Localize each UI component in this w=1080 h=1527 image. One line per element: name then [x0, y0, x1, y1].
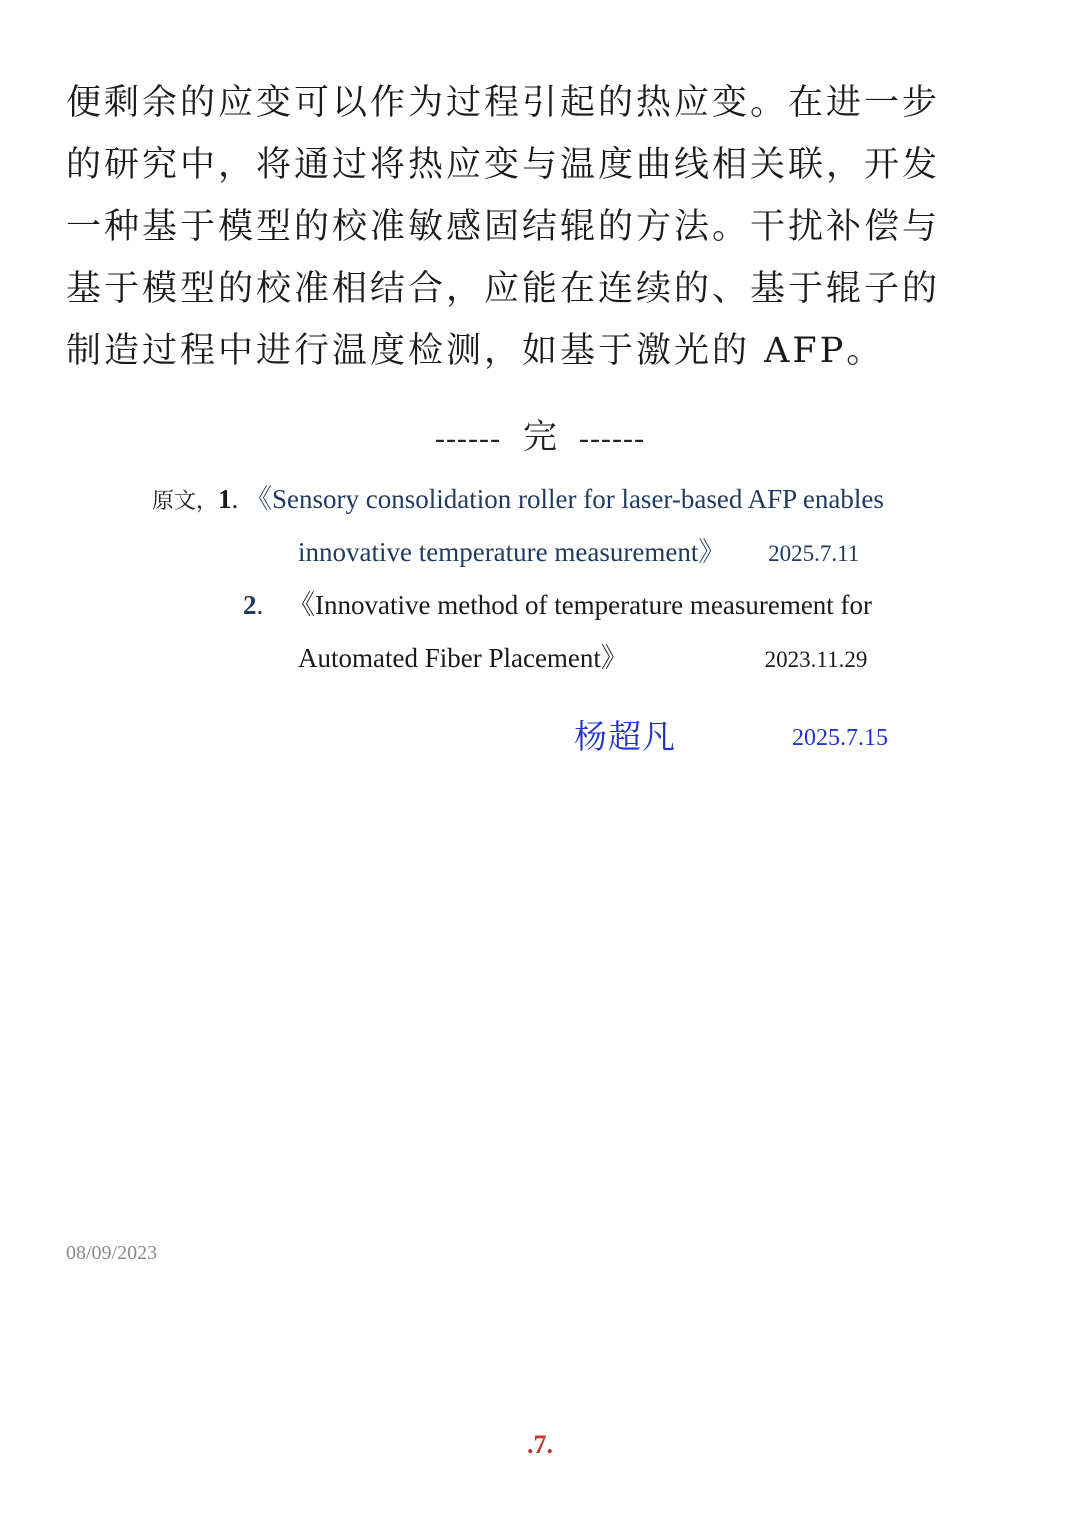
body-line-4: 基于模型的校准相结合，应能在连续的、基于辊子的	[66, 269, 941, 309]
reference-1-line-2	[298, 532, 859, 574]
reference-1-title-line-2[interactable]: innovative temperature measurement》	[298, 537, 726, 567]
page-number: .7.	[527, 1430, 553, 1459]
article-body	[66, 72, 996, 382]
footer-date: 08/09/2023	[66, 1242, 158, 1264]
reference-2-title-line-1[interactable]: 《Innovative method of temperature measurement for	[288, 590, 873, 620]
signature-date: 2025.7.15	[792, 725, 888, 751]
reference-1-number: 1	[218, 484, 232, 514]
reference-2-number: 2	[243, 590, 257, 620]
end-right-dash: ------	[579, 422, 645, 455]
reference-1-line-1	[152, 479, 884, 522]
reference-2-line-2	[298, 638, 867, 680]
body-line-1: 便剩余的应变可以作为过程引起的热应变。在进一步	[66, 83, 941, 123]
reference-1-date: 2025.7.11	[768, 541, 860, 566]
body-line-5: 制造过程中进行温度检测，如基于激光的 AFP。	[66, 331, 885, 371]
reference-1-title-line-1[interactable]: 《Sensory consolidation roller for laser-based AFP enables	[245, 484, 884, 514]
reference-1-sep: .	[231, 484, 239, 514]
reference-2-date: 2023.11.29	[764, 647, 868, 672]
end-mark	[0, 412, 1080, 464]
reference-2-sep: .	[256, 590, 264, 620]
reference-2-title-line-2[interactable]: Automated Fiber Placement》	[298, 643, 628, 673]
reference-prefix: 原文，	[152, 489, 219, 514]
body-line-2: 的研究中，将通过将热应变与温度曲线相关联，开发	[66, 145, 941, 185]
body-line-3: 一种基于模型的校准敏感固结辊的方法。干扰补偿与	[66, 207, 941, 247]
reference-2-line-1	[243, 585, 872, 625]
end-word: 完	[523, 417, 557, 457]
end-left-dash: ------	[435, 422, 501, 455]
author-signature: 杨超凡	[574, 717, 676, 756]
